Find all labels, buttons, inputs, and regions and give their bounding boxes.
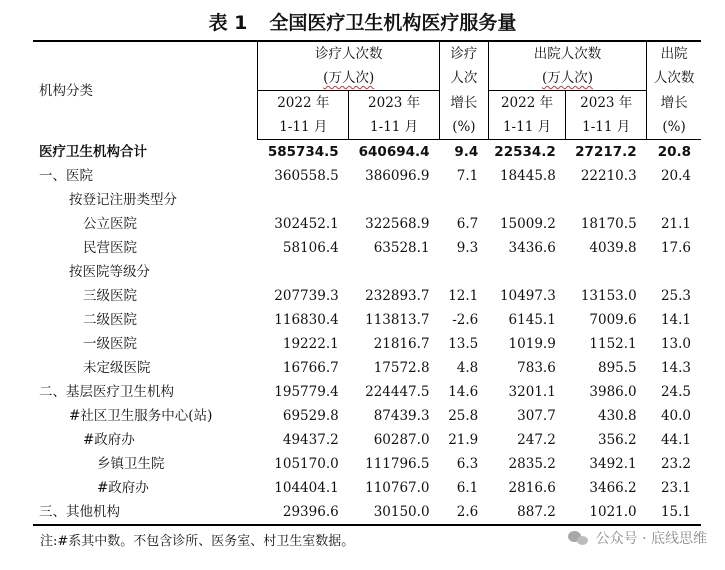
header-visits-year-2022: 2022 年 [258, 91, 349, 116]
row-label: 乡镇卫生院 [97, 456, 165, 472]
header-visits-growth-2: 人次 [440, 66, 489, 91]
cell-visits-2022: 19222.1 [282, 336, 339, 352]
cell-discharge-2022: 2816.6 [508, 480, 556, 496]
cell-discharge-2023: 3492.1 [589, 456, 637, 472]
row-label: #社区卫生服务中心(站) [69, 408, 213, 424]
cell-discharge-2022: 247.2 [517, 432, 556, 448]
cell-visits-2022: 69529.8 [282, 408, 339, 424]
header-discharge-unit [488, 66, 646, 91]
row-label: 三、其他机构 [33, 500, 258, 525]
cell-visits-growth: 12.1 [448, 288, 479, 304]
discharge-unit-text: (万人次) [541, 70, 593, 86]
header-visits-group: 诊疗人次数 [258, 41, 440, 66]
cell-discharge-2023: 22210.3 [580, 168, 637, 184]
cell-visits-growth [440, 188, 489, 212]
cell-visits-growth: 7.1 [456, 168, 479, 184]
table-body [33, 140, 701, 526]
cell-visits-2022 [258, 260, 349, 284]
cell-visits-2023: 60287.0 [373, 432, 430, 448]
header-visits-growth-4: (%) [440, 115, 489, 140]
cell-visits-growth: 6.7 [456, 216, 479, 232]
cell-discharge-growth: 23.2 [660, 456, 691, 472]
cell-visits-2023: 224447.5 [365, 384, 430, 400]
cell-discharge-2023: 18170.5 [580, 216, 637, 232]
cell-visits-2023: 63528.1 [373, 240, 430, 256]
cell-discharge-2023: 356.2 [598, 432, 637, 448]
cell-discharge-2022: 307.7 [517, 408, 556, 424]
medical-service-table [33, 40, 701, 526]
cell-visits-growth: 13.5 [448, 336, 479, 352]
cell-discharge-growth: 40.0 [660, 408, 691, 424]
watermark [568, 528, 707, 548]
table-row [33, 140, 701, 165]
header-discharge-period-2022: 1-11 月 [488, 115, 566, 140]
cell-discharge-growth [647, 188, 701, 212]
table-row [33, 212, 701, 236]
cell-discharge-2023: 1021.0 [566, 500, 647, 525]
cell-visits-growth: 6.1 [456, 480, 479, 496]
table-number: 表 1 [208, 12, 248, 34]
header-visits-growth-1: 诊疗 [440, 41, 489, 66]
cell-discharge-growth [647, 260, 701, 284]
table-row [33, 452, 701, 476]
cell-discharge-2023: 13153.0 [580, 288, 637, 304]
cell-visits-growth: 25.8 [448, 408, 479, 424]
table-row [33, 476, 701, 500]
row-label: 一级医院 [83, 336, 137, 352]
cell-visits-2023: 30150.0 [349, 500, 440, 525]
row-label: #政府办 [97, 480, 149, 496]
header-visits-unit [258, 66, 440, 91]
table-row [33, 356, 701, 380]
header-discharge-year-2023: 2023 年 [566, 91, 647, 116]
cell-discharge-2023: 7009.6 [589, 312, 637, 328]
table-header [33, 41, 701, 140]
cell-visits-2022: 58106.4 [282, 240, 339, 256]
cell-visits-growth: 14.6 [448, 384, 479, 400]
table-row [33, 308, 701, 332]
cell-visits-2023: 21816.7 [373, 336, 430, 352]
table-row [33, 332, 701, 356]
cell-visits-2022: 116830.4 [274, 312, 339, 328]
cell-discharge-growth: 13.0 [660, 336, 691, 352]
header-discharge-group: 出院人次数 [488, 41, 646, 66]
cell-visits-2023: 386096.9 [365, 168, 430, 184]
cell-visits-2022: 207739.3 [274, 288, 339, 304]
cell-discharge-2022: 22534.2 [494, 144, 556, 160]
cell-visits-2022 [258, 188, 349, 212]
table-row [33, 404, 701, 428]
row-label: 三级医院 [83, 288, 137, 304]
cell-discharge-2023: 3986.0 [589, 384, 637, 400]
cell-discharge-2023 [566, 260, 647, 284]
cell-visits-2023: 640694.4 [358, 144, 430, 160]
cell-visits-2023: 322568.9 [365, 216, 430, 232]
cell-visits-2022: 16766.7 [282, 360, 339, 376]
cell-visits-2023: 17572.8 [373, 360, 430, 376]
table-title-text: 全国医疗卫生机构医疗服务量 [269, 12, 517, 34]
cell-discharge-2023: 27217.2 [575, 144, 637, 160]
header-discharge-growth-2: 人次数 [647, 66, 701, 91]
header-visits-growth-3: 增长 [440, 91, 489, 116]
cell-visits-2022: 585734.5 [267, 144, 339, 160]
row-label: 按医院等级分 [69, 264, 150, 280]
header-visits-period-2023: 1-11 月 [349, 115, 440, 140]
cell-discharge-growth: 23.1 [660, 480, 691, 496]
row-label: 公立医院 [83, 216, 137, 232]
table-row [33, 284, 701, 308]
cell-discharge-growth: 15.1 [647, 500, 701, 525]
visits-unit-text: (万人次) [323, 70, 375, 86]
row-label: 按登记注册类型分 [69, 192, 177, 208]
cell-discharge-growth: 20.8 [657, 144, 691, 160]
table-row [33, 500, 701, 525]
cell-visits-2022: 360558.5 [274, 168, 339, 184]
cell-visits-growth: 2.6 [440, 500, 489, 525]
cell-discharge-2022: 3201.1 [508, 384, 556, 400]
table-row [33, 236, 701, 260]
row-label: #政府办 [83, 432, 135, 448]
cell-visits-growth: 9.3 [456, 240, 479, 256]
watermark-text: 公众号 · 底线思维 [595, 531, 707, 547]
cell-discharge-2022: 3436.6 [508, 240, 556, 256]
cell-discharge-2022: 6145.1 [508, 312, 556, 328]
cell-discharge-growth: 21.1 [660, 216, 691, 232]
cell-discharge-growth: 17.6 [660, 240, 691, 256]
cell-visits-2023: 111796.5 [365, 456, 430, 472]
cell-discharge-growth: 44.1 [660, 432, 691, 448]
cell-discharge-growth: 20.4 [660, 168, 691, 184]
cell-discharge-2023: 895.5 [598, 360, 637, 376]
row-label: 医疗卫生机构合计 [39, 143, 147, 160]
header-visits-year-2023: 2023 年 [349, 91, 440, 116]
table-row [33, 188, 701, 212]
header-discharge-growth-1: 出院 [647, 41, 701, 66]
header-discharge-growth-3: 增长 [647, 91, 701, 116]
cell-discharge-2022: 2835.2 [508, 456, 556, 472]
cell-visits-growth: 6.3 [456, 456, 479, 472]
row-label: 民营医院 [83, 240, 137, 256]
table-row [33, 164, 701, 188]
cell-visits-growth [440, 260, 489, 284]
wechat-icon [568, 530, 590, 546]
cell-visits-2022: 195779.4 [274, 384, 339, 400]
cell-visits-growth: -2.6 [452, 312, 479, 328]
table-footnote: 注:#系其中数。不包含诊所、医务室、村卫生室数据。 [40, 534, 355, 549]
cell-visits-growth: 4.8 [456, 360, 479, 376]
row-label: 二、基层医疗卫生机构 [39, 384, 174, 400]
cell-discharge-2023: 1152.1 [589, 336, 637, 352]
cell-discharge-2022 [488, 260, 566, 284]
header-discharge-period-2023: 1-11 月 [566, 115, 647, 140]
cell-discharge-growth: 14.3 [660, 360, 691, 376]
header-category: 机构分类 [33, 41, 258, 140]
table-row [33, 428, 701, 452]
cell-visits-growth: 9.4 [454, 144, 479, 160]
header-discharge-year-2022: 2022 年 [488, 91, 566, 116]
cell-visits-2023: 232893.7 [365, 288, 430, 304]
cell-discharge-2023: 4039.8 [589, 240, 637, 256]
cell-discharge-2023 [566, 188, 647, 212]
cell-visits-2022: 302452.1 [274, 216, 339, 232]
cell-discharge-2022: 783.6 [517, 360, 556, 376]
cell-discharge-growth: 24.5 [660, 384, 691, 400]
cell-visits-2023: 113813.7 [365, 312, 430, 328]
cell-discharge-growth: 14.1 [660, 312, 691, 328]
cell-visits-2023 [349, 188, 440, 212]
cell-visits-2023 [349, 260, 440, 284]
cell-discharge-2022: 15009.2 [499, 216, 556, 232]
cell-discharge-2022: 10497.3 [499, 288, 556, 304]
cell-visits-2022: 49437.2 [282, 432, 339, 448]
row-label: 一、医院 [39, 168, 93, 184]
cell-discharge-growth: 25.3 [660, 288, 691, 304]
cell-visits-2023: 110767.0 [365, 480, 430, 496]
cell-discharge-2022: 18445.8 [499, 168, 556, 184]
cell-discharge-2023: 430.8 [598, 408, 637, 424]
cell-discharge-2022: 1019.9 [508, 336, 556, 352]
cell-discharge-2023: 3466.2 [589, 480, 637, 496]
cell-visits-growth: 21.9 [448, 432, 479, 448]
cell-visits-2023: 87439.3 [373, 408, 430, 424]
table-row [33, 260, 701, 284]
row-label: 未定级医院 [83, 360, 151, 376]
header-visits-period-2022: 1-11 月 [258, 115, 349, 140]
row-label: 二级医院 [83, 312, 137, 328]
cell-discharge-2022: 887.2 [488, 500, 566, 525]
table-row [33, 380, 701, 404]
cell-visits-2022: 105170.0 [274, 456, 339, 472]
cell-visits-2022: 29396.6 [258, 500, 349, 525]
header-discharge-growth-4: (%) [647, 115, 701, 140]
table-title [0, 8, 725, 35]
cell-visits-2022: 104404.1 [274, 480, 339, 496]
cell-discharge-2022 [488, 188, 566, 212]
